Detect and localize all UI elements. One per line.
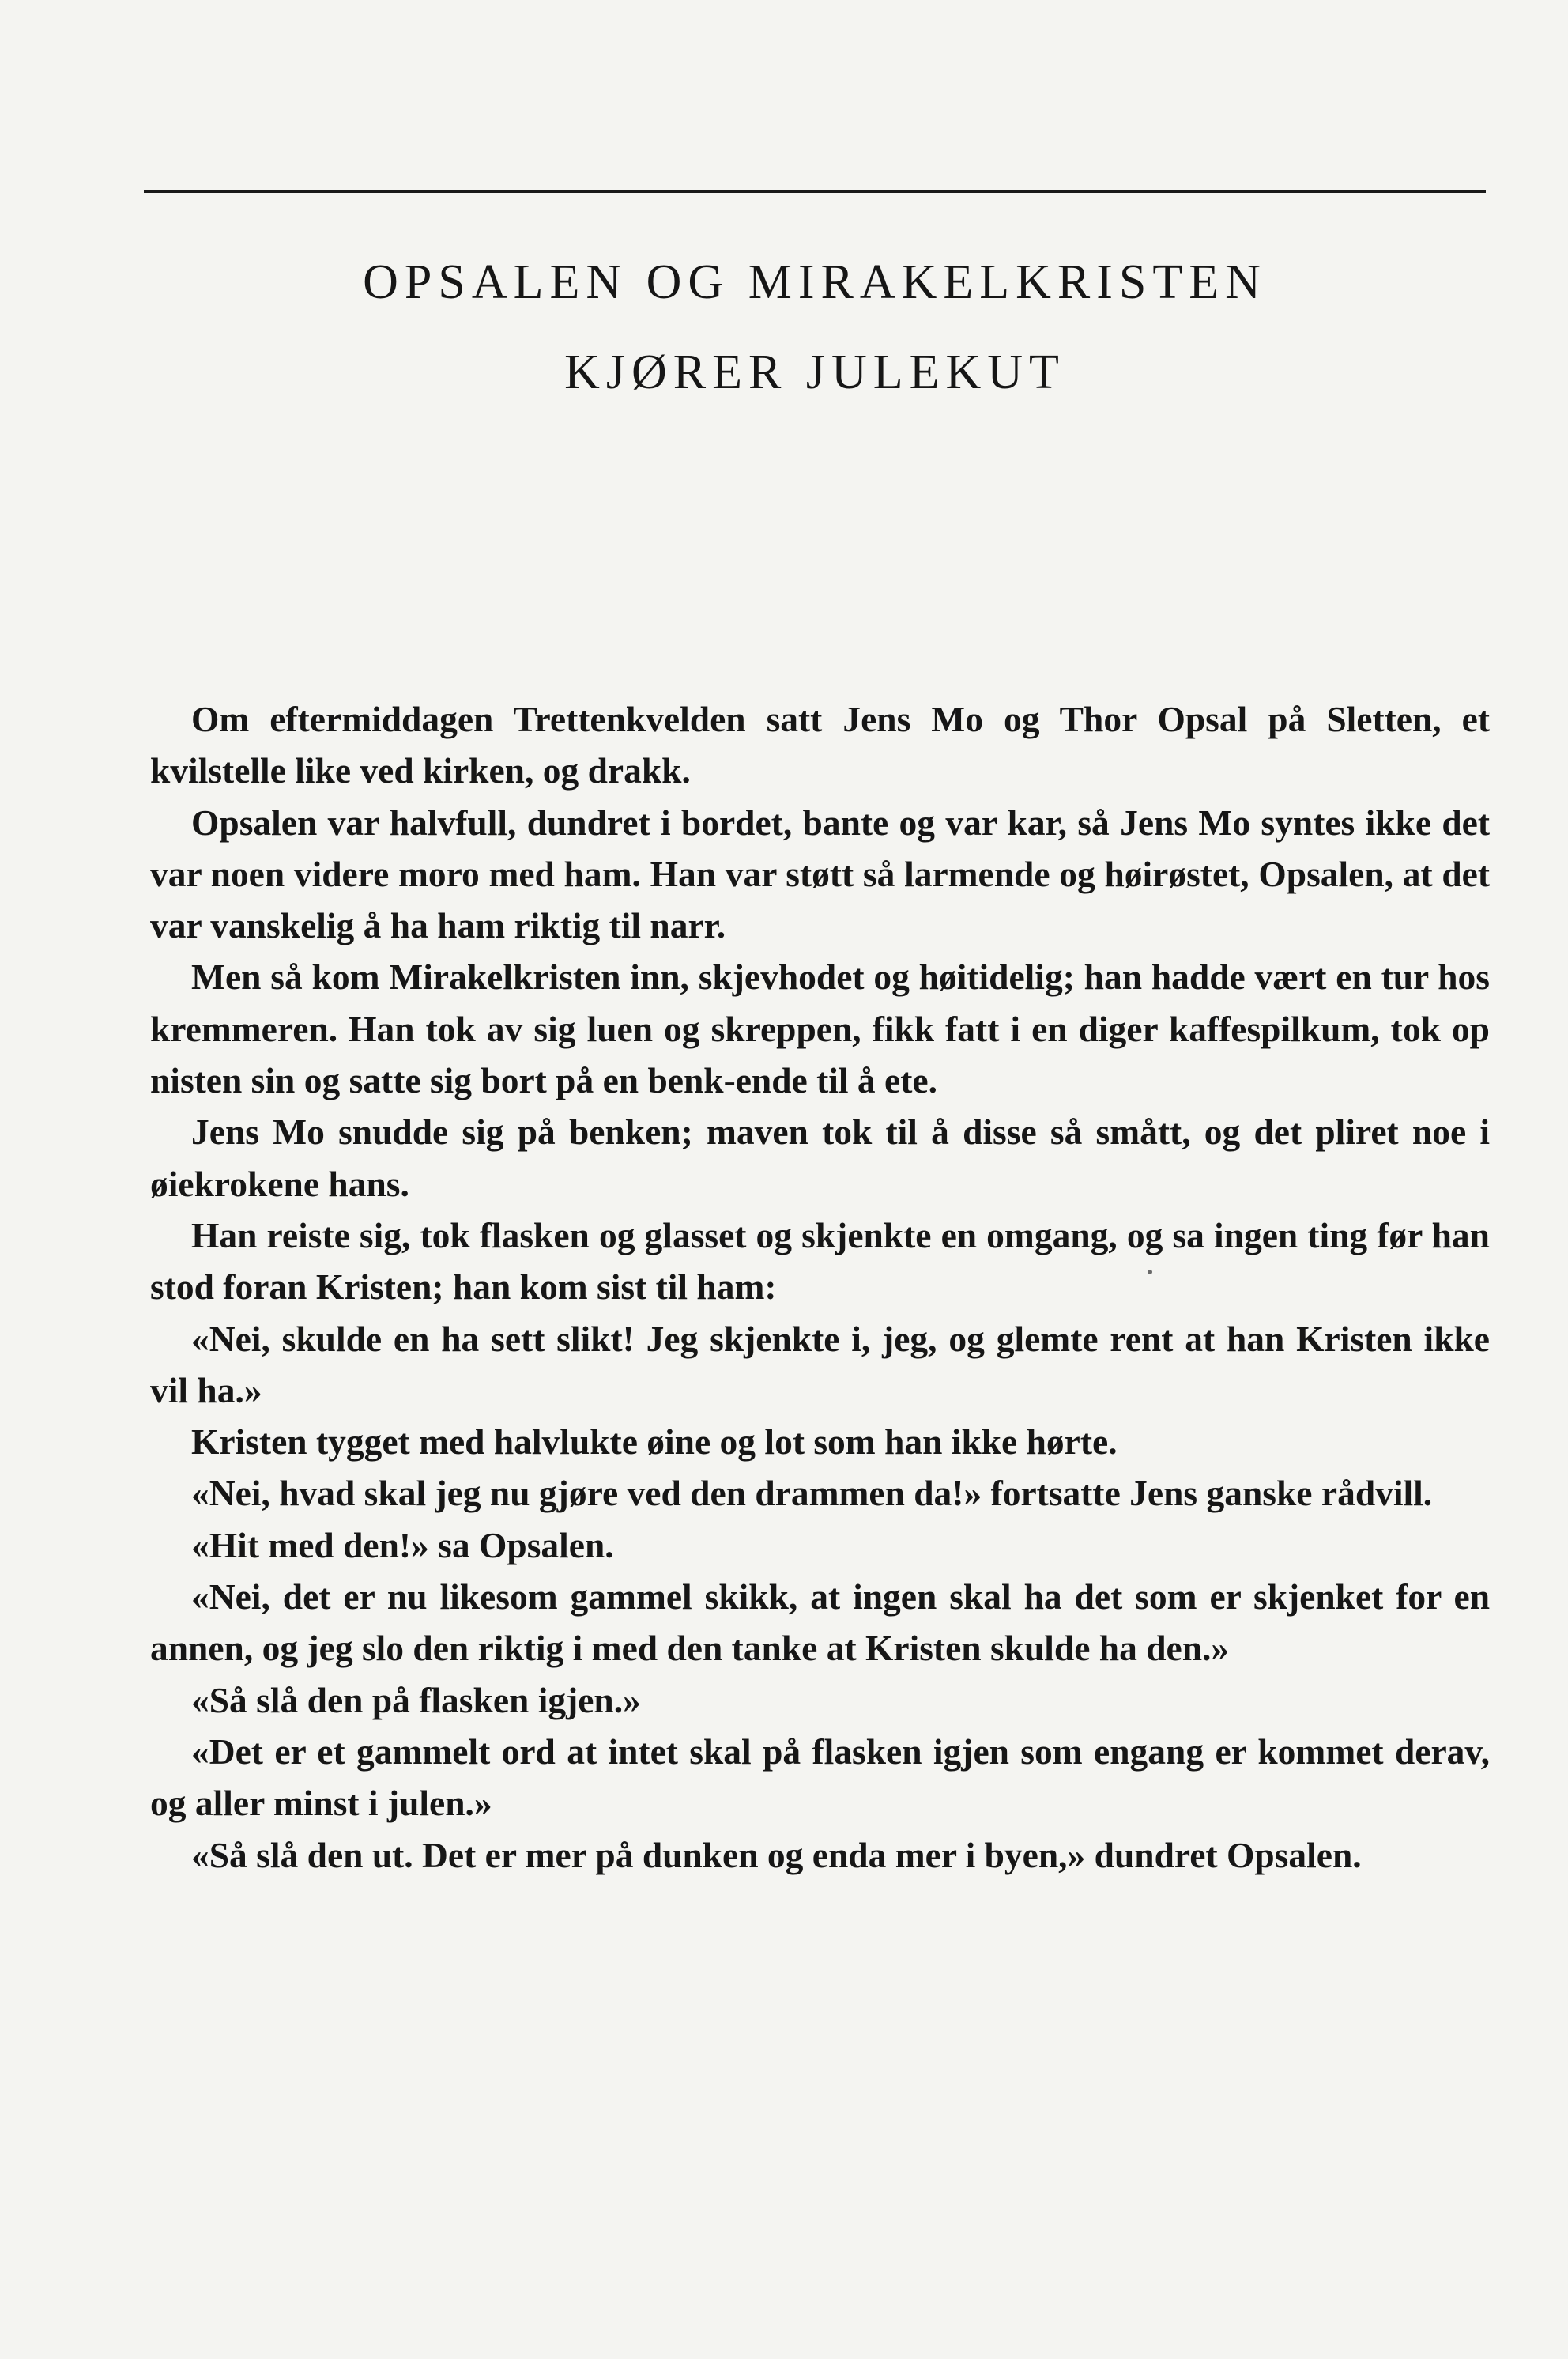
- paragraph: Men så kom Mirakelkristen inn, skjevhodet og høitidelig; han hadde vært en tur hos kremmeren. Han tok av sig luen og skreppen, fikk fatt i en diger kaffespilkum, tok op nisten sin og satte sig bort på en benk-ende til å ete.: [150, 957, 1490, 1101]
- paragraph: «Nei, skulde en ha sett slikt! Jeg skjenkte i, jeg, og glemte rent at han Kristen ikke vil ha.»: [150, 1318, 1490, 1410]
- paragraph: Han reiste sig, tok flasken og glasset og skjenkte en omgang, og sa ingen ting før han stod foran Kristen; han kom sist til ham:: [150, 1214, 1490, 1308]
- paragraph: «Hit med den!» sa Opsalen.: [191, 1524, 614, 1565]
- chapter-title-line-2: KJØRER JULEKUT: [564, 345, 1065, 399]
- header-rule: [144, 190, 1486, 193]
- paragraph: «Nei, det er nu likesom gammel skikk, at ingen skal ha det som er skjenket for en annen, og jeg slo den riktig i med den tanke at Kristen skulde ha den.»: [150, 1576, 1490, 1669]
- paragraph: Om eftermiddagen Trettenkvelden satt Jens Mo og Thor Opsal på Sletten, et kvilstelle like ved kirken, og drakk.: [150, 699, 1490, 791]
- paragraph: «Så slå den ut. Det er mer på dunken og enda mer i byen,» dundret Opsalen.: [191, 1834, 1362, 1875]
- paragraph: Kristen tygget med halvlukte øine og lot som han ikke hørte.: [191, 1421, 1118, 1463]
- paragraph: «Så slå den på flasken igjen.»: [191, 1679, 641, 1720]
- paragraph: Jens Mo snudde sig på benken; maven tok til å disse så smått, og det pliret noe i øiekrokene hans.: [150, 1112, 1490, 1204]
- paragraph: «Nei, hvad skal jeg nu gjøre ved den drammen da!» fortsatte Jens ganske rådvill.: [191, 1473, 1433, 1514]
- paragraph: «Det er et gammelt ord at intet skal på flasken igjen som engang er kommet derav, og aller minst i julen.»: [150, 1731, 1490, 1824]
- body-text: [150, 693, 1490, 1881]
- paragraph: Opsalen var halvfull, dundret i bordet, bante og var kar, så Jens Mo syntes ikke det var noen videre moro med ham. Han var støtt så larmende og høirøstet, Opsalen, at det var vanskelig å ha ham riktig til narr.: [150, 802, 1490, 946]
- chapter-title-line-1: OPSALEN OG MIRAKELKRISTEN: [363, 255, 1267, 309]
- print-speck: [1148, 1270, 1152, 1274]
- chapter-title: [144, 237, 1486, 417]
